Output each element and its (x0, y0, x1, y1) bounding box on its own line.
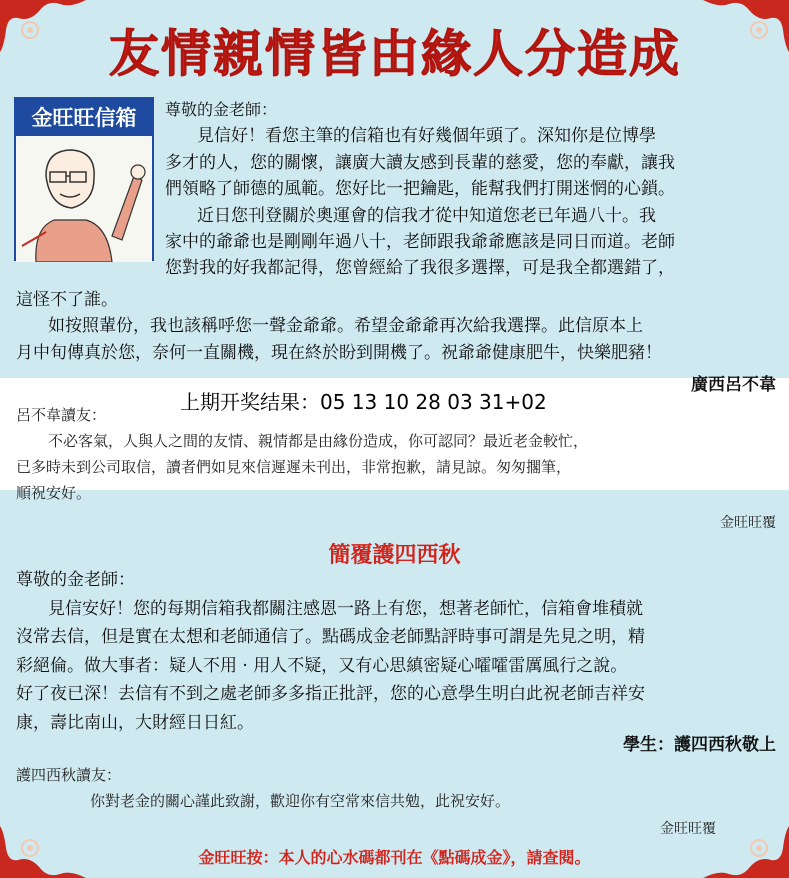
subhead: 簡覆護四西秋 (328, 542, 461, 568)
reply1-line: 已多時未到公司取信，讀者們如見來信遲遲未刊出，非常抱歉，請見諒。匆匆擱筆， (16, 458, 572, 476)
letter1-line: 家中的爺爺也是剛剛年過八十，老師跟我爺爺應該是同日而道。老師 (165, 232, 675, 253)
reply2-salutation: 護四西秋讀友： (16, 766, 122, 784)
letter1-line: 您對我的好我都記得，您曾經給了我很多選擇，可是我全都選錯了， (165, 258, 675, 279)
letter2-line: 彩絕倫。做大事者：疑人不用 · 用人不疑，又有心思縝密疑心嚯嚯雷厲風行之說。 (16, 655, 628, 676)
letter1-bottom (16, 287, 776, 366)
letter2-line: 沒常去信，但是實在太想和老師通信了。點碼成金老師點評時事可謂是先見之明，精 (16, 627, 645, 647)
reply2 (16, 762, 776, 814)
letter1-line: 見信好！看您主筆的信箱也有好幾個年頭了。深知你是位博學 (197, 126, 656, 147)
letter1-line: 這怪不了誰。 (16, 290, 118, 310)
reply1-line: 順祝安好。 (16, 484, 92, 502)
lottery-results: 上期开奖结果：05 13 10 28 03 31+02 (180, 390, 547, 414)
letter2-signature: 學生：護四西秋敬上 (623, 735, 776, 755)
letter2-line: 康，壽比南山，大財經日日紅。 (16, 712, 254, 733)
headline: 友情親情皆由緣人分造成 (109, 25, 681, 83)
column-logo (14, 97, 154, 261)
letter1-line: 近日您刊登關於奧運會的信我才從中知道您老已年過八十。我 (197, 205, 656, 226)
reply1-signature: 金旺旺覆 (720, 515, 776, 531)
reply1-line: 不必客氣，人與人之間的友情、親情都是由緣份造成，你可認同？最近老金較忙， (48, 432, 589, 450)
letter1-salutation: 尊敬的金老師： (165, 100, 278, 119)
corner-ornament-top-left (0, 0, 86, 70)
letter2-salutation: 尊敬的金老師： (16, 570, 135, 590)
letter2-line: 好了夜已深！去信有不到之處老師多多指正批評，您的心意學生明白此祝老師吉祥安 (16, 684, 645, 704)
column-logo-title: 金旺旺信箱 (16, 99, 152, 136)
letter1-line: 多才的人，您的關懷，讓廣大讀友感到長輩的慈愛，您的奉獻，讓我 (165, 152, 675, 173)
letter1-top (165, 97, 775, 282)
reply2-signature: 金旺旺覆 (660, 821, 716, 837)
letter1-signature: 廣西呂不韋 (691, 375, 776, 395)
letter2 (16, 566, 776, 737)
footer-note: 金旺旺按：本人的心水碼都刊在《點碼成金》，請查閱。 (198, 848, 591, 867)
columnist-illustration (16, 136, 152, 262)
letter1-line: 月中旬傳真於您，奈何一直關機，現在終於盼到開機了。祝爺爺健康肥牛，快樂肥豬！ (16, 342, 662, 363)
letter2-line: 見信安好！您的每期信箱我都關注感恩一路上有您，想著老師忙，信箱會堆積就 (48, 598, 643, 619)
reply1-salutation: 呂不韋讀友： (16, 406, 107, 424)
reply1 (16, 402, 776, 506)
letter1-line: 們領略了師德的風範。您好比一把鑰匙，能幫我們打開迷惘的心鎖。 (165, 179, 675, 200)
reply2-line: 你對老金的關心謹此致謝，歡迎你有空常來信共勉，此祝安好。 (90, 792, 511, 810)
letter1-line: 如按照輩份，我也該稱呼您一聲金爺爺。希望金爺爺再次給我選擇。此信原本上 (48, 316, 643, 337)
corner-ornament-top-right (703, 0, 789, 70)
